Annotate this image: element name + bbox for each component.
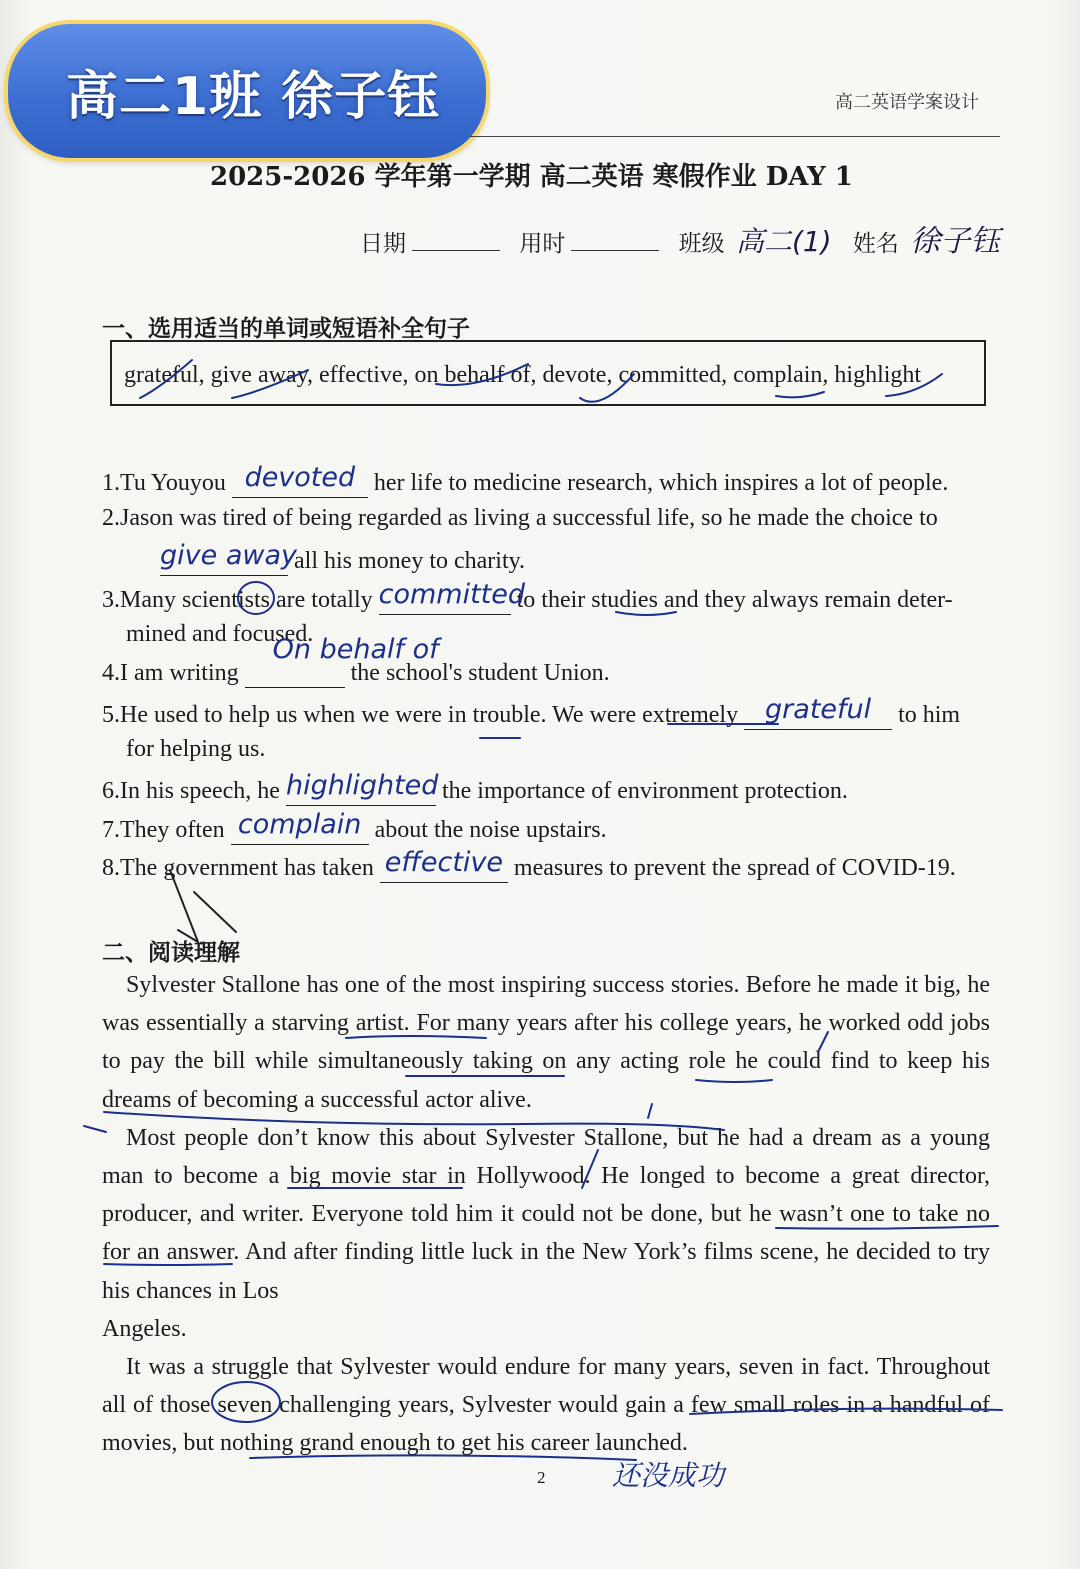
question-7: [102, 809, 607, 845]
answer-blank: [245, 634, 439, 688]
class-value-handwritten: 高二(1): [735, 225, 832, 258]
question-3: [102, 579, 953, 615]
question-text: measures to prevent the spread of COVID-19.: [513, 855, 956, 881]
date-blank: [412, 228, 500, 251]
question-text: 1.Tu Youyou: [102, 470, 226, 496]
question-6: [102, 770, 848, 806]
handwritten-answer: devoted: [244, 462, 356, 493]
answer-blank: [231, 809, 369, 845]
handwritten-answer: committed: [378, 579, 525, 610]
question-5-line2: [126, 736, 265, 763]
question-text: 6.In his speech, he: [102, 778, 280, 804]
page-number: 2: [537, 1468, 546, 1487]
word-bank-box: grateful, give away, effective, on behalf of, devote, committed, complain, highlight: [110, 340, 986, 406]
name-value-handwritten: 徐子钰: [910, 224, 1001, 259]
time-label: 用时: [519, 231, 566, 257]
info-row: [360, 216, 1000, 260]
answer-blank: [285, 770, 439, 806]
section1-heading: 一、选用适当的单词或短语补全句子: [102, 316, 470, 342]
handwritten-answer: give away: [160, 540, 297, 571]
answer-blank: [160, 540, 297, 576]
passage-paragraph-2-end: Angeles.: [102, 1315, 187, 1342]
question-text: 7.They often: [102, 817, 225, 843]
handwritten-note: 还没成功: [612, 1459, 725, 1492]
page-title: 2025-2026 学年第一学期 高二英语 寒假作业 DAY 1: [210, 162, 853, 192]
question-text: 4.I am writing: [102, 660, 239, 686]
reading-passage: [102, 966, 990, 1463]
question-5: [102, 694, 961, 730]
handwritten-answer: grateful: [765, 694, 872, 725]
question-text: about the noise upstairs.: [374, 817, 607, 843]
answer-blank: [744, 694, 892, 730]
question-text: to their studies and they always remain deter-: [516, 587, 953, 613]
handwritten-answer: highlighted: [285, 770, 439, 801]
question-text: mined and focused.: [126, 621, 314, 647]
header-divider: [470, 136, 1000, 137]
question-text: 2.Jason was tired of being regarded as living a successful life, so he made the choice to: [102, 505, 938, 531]
question-text: the school's student Union.: [350, 660, 610, 686]
question-text: 8.The government has taken: [102, 855, 374, 881]
answer-blank: [378, 579, 525, 615]
time-blank: [571, 228, 659, 251]
question-8: [102, 847, 956, 883]
question-2: [102, 505, 938, 532]
handwritten-answer: effective: [384, 847, 504, 878]
class-label: 班级: [678, 231, 725, 257]
header-course-label: 高二英语学案设计: [835, 92, 979, 113]
answer-blank: [232, 462, 368, 498]
section2-heading: 二、阅读理解: [102, 940, 240, 966]
question-text: 3.Many scientists are totally: [102, 587, 373, 613]
question-2-line2: [160, 540, 526, 576]
question-text: her life to medicine research, which inspires a lot of people.: [373, 470, 949, 496]
handwritten-answer: complain: [237, 809, 362, 840]
handwritten-answer: On behalf of: [272, 634, 439, 665]
question-text: 5.He used to help us when we were in trouble. We were extremely: [102, 702, 739, 728]
answer-blank: [380, 847, 508, 883]
question-text: for helping us.: [126, 736, 266, 762]
badge-text: 高二1班 徐子钰: [66, 66, 441, 127]
question-text: all his money to charity.: [294, 548, 526, 574]
date-label: 日期: [360, 231, 406, 257]
passage-paragraph-1: Sylvester Stallone has one of the most inspiring success stories. Before he made it big, he was essentially a starving artist. For many years after his college years, he worked odd jobs to pay the bill while simultaneously taking on any acting role he could find to keep his dreams of becoming a successful actor alive.: [102, 972, 990, 1113]
name-label: 姓名: [852, 231, 899, 257]
question-text: to him: [898, 702, 961, 728]
question-text: the importance of environment protection.: [441, 778, 848, 804]
passage-paragraph-2: Most people don’t know this about Sylvester Stallone, but he had a dream as a young man to become a big movie star in Hollywood. He longed to become a great director, producer, and writer. Everyone told him it could not be done, but he wasn’t one to take no for an answer. And after finding little luck in the New York’s films scene, he decided to try his chances in Los: [102, 1124, 990, 1304]
passage-paragraph-3: It was a struggle that Sylvester would endure for many years, seven in fact. Throughout all of those seven challenging years, Sylvester would gain a few small roles in a handful of movies, but nothing grand enough to get his career launched.: [102, 1354, 990, 1457]
student-name-badge: [8, 24, 486, 158]
question-1: [102, 462, 949, 498]
